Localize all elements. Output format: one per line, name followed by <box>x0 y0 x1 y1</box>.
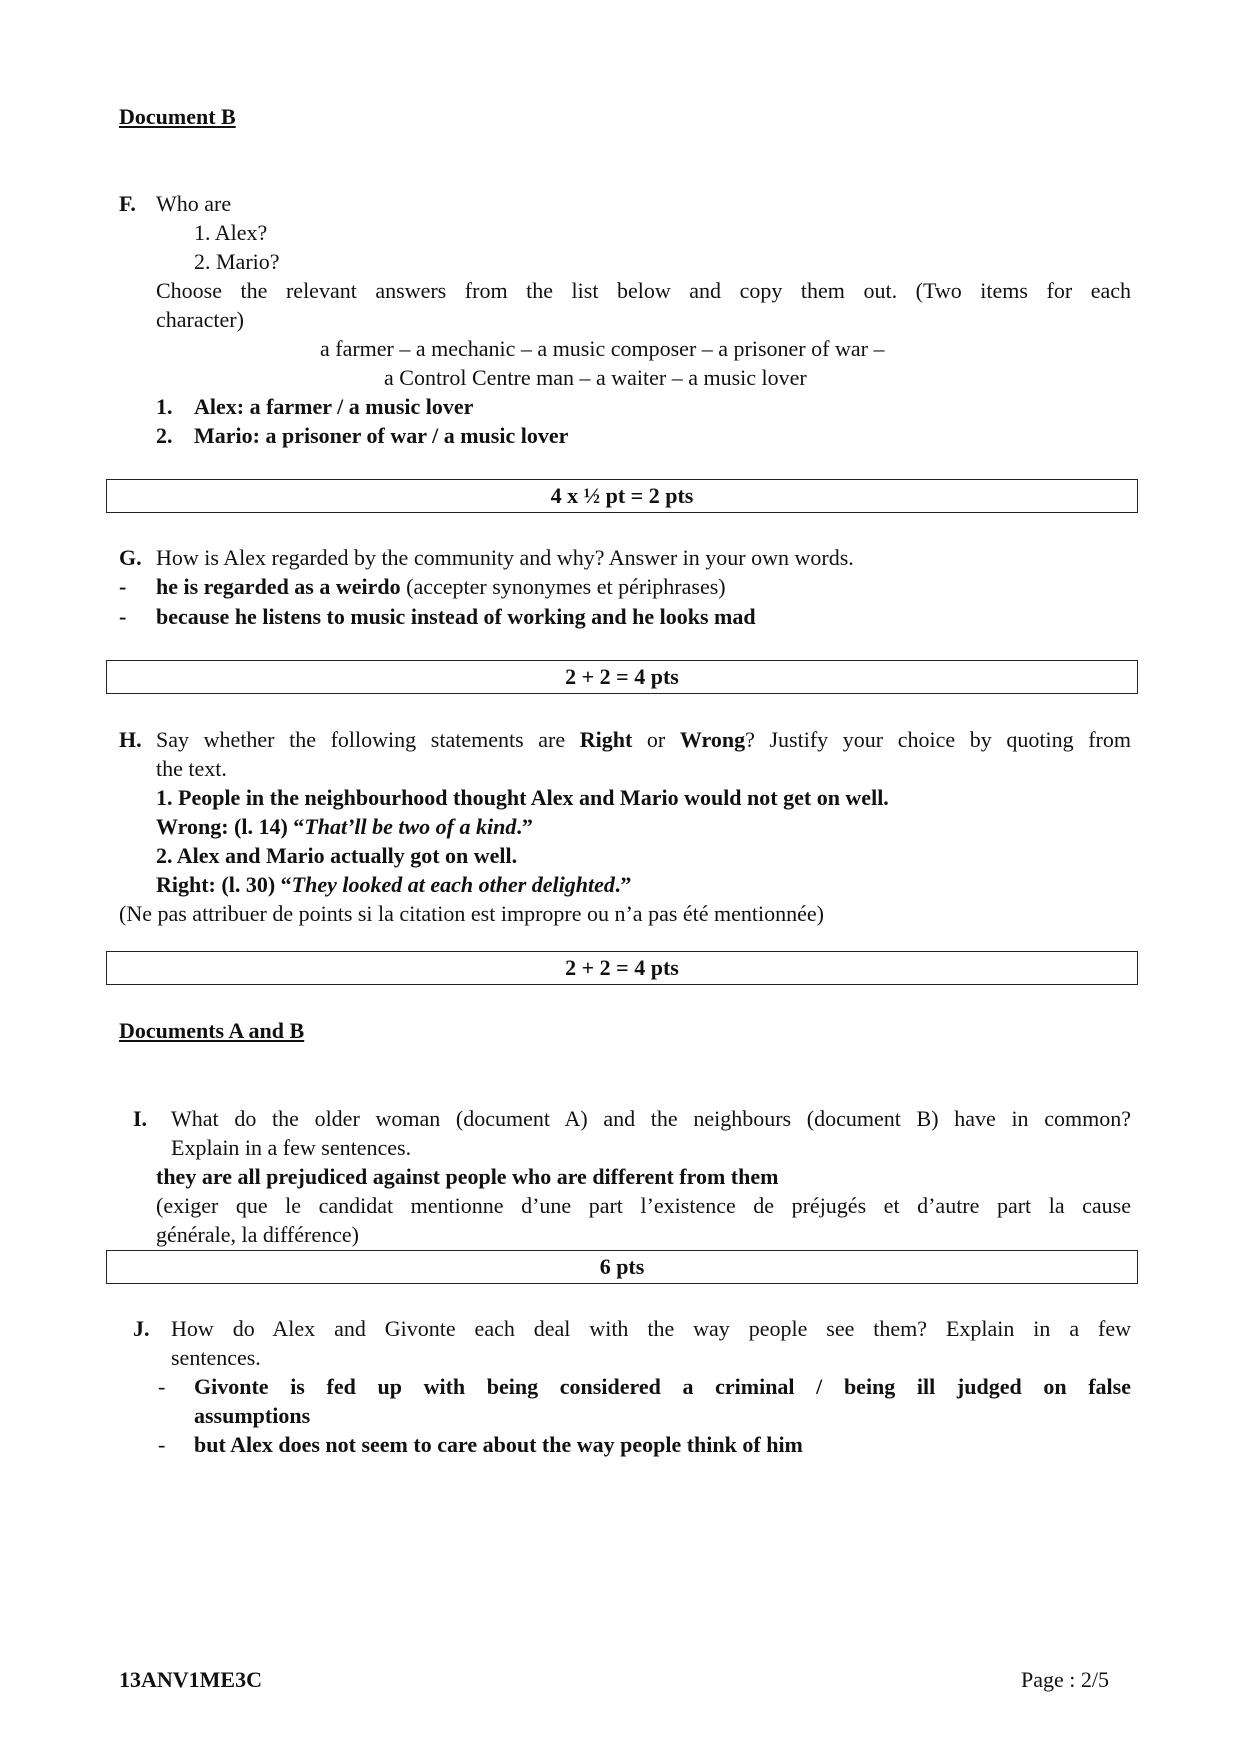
question-f-item-2: 2. Mario? <box>194 249 280 274</box>
question-f-answer-1-number: 1. <box>156 394 173 419</box>
question-h-prompt-line-2: the text. <box>156 756 227 781</box>
question-i-note-line-2: générale, la différence) <box>156 1222 359 1247</box>
question-h-or: or <box>632 727 680 752</box>
question-h-right-word: Right <box>579 727 633 752</box>
question-i-letter: I. <box>133 1106 148 1131</box>
question-f-word-list-line-2: a Control Centre man – a waiter – a music lover <box>384 365 807 390</box>
question-h-answer-1 <box>156 816 533 838</box>
question-h-statement-2: 2. Alex and Mario actually got on well. <box>156 843 518 868</box>
question-f-word-list-line-1: a farmer – a mechanic – a music composer – a prisoner of war – <box>320 336 885 361</box>
question-f-prompt: Who are <box>156 191 232 216</box>
question-h-answer-1-quote: That’ll be two of a kind <box>304 814 517 839</box>
question-j-answer-2: but Alex does not seem to care about the way people think of him <box>194 1432 803 1457</box>
question-f-answer-2-number: 2. <box>156 423 173 448</box>
question-f-letter: F. <box>119 191 136 216</box>
question-h-answer-2-quote: They looked at each other delighted <box>291 872 615 897</box>
question-f-instruction-line-2: character) <box>156 307 244 332</box>
question-g-letter: G. <box>119 545 142 570</box>
question-f-points-box: 4 x ½ pt = 2 pts <box>106 479 1138 513</box>
question-f-answer-2: Mario: a prisoner of war / a music lover <box>194 423 569 448</box>
question-h-wrong-word: Wrong <box>679 727 746 752</box>
question-g-prompt: How is Alex regarded by the community and why? Answer in your own words. <box>156 545 854 570</box>
question-g-bullet-2: - <box>119 604 127 629</box>
footer-exam-code: 13ANV1ME3C <box>119 1667 262 1692</box>
question-i-prompt-line-2: Explain in a few sentences. <box>171 1135 412 1160</box>
question-g-answer-1-main: he is regarded as a weirdo <box>156 574 401 599</box>
question-j-dash-1: - <box>158 1374 166 1399</box>
question-h-letter: H. <box>119 727 142 752</box>
question-f-answer-1: Alex: a farmer / a music lover <box>194 394 474 419</box>
question-f-instruction-line-1: Choose the relevant answers from the list below and copy them out. (Two items for each <box>156 278 1131 303</box>
question-g-answer-1 <box>156 576 726 598</box>
question-h-prompt-end: ? Justify your choice by quoting from <box>745 727 1131 752</box>
question-g-points-box: 2 + 2 = 4 pts <box>106 660 1138 694</box>
question-h-marking-note: (Ne pas attribuer de points si la citation est impropre ou n’a pas été mentionnée) <box>119 901 824 926</box>
question-h-prompt <box>156 729 1131 751</box>
question-i-points-box: 6 pts <box>106 1250 1138 1284</box>
question-h-statement-1: 1. People in the neighbourhood thought Alex and Mario would not get on well. <box>156 785 889 810</box>
footer-page-number: Page : 2/5 <box>1021 1667 1109 1692</box>
question-g-bullet-1: - <box>119 574 127 599</box>
question-f-item-1: 1. Alex? <box>194 220 268 245</box>
question-j-prompt-line-1: How do Alex and Givonte each deal with the way people see them? Explain in a few <box>171 1316 1131 1341</box>
question-h-answer-2-suffix: .” <box>614 872 632 897</box>
question-h-answer-2-prefix: Right: (l. 30) “ <box>156 872 292 897</box>
question-g-answer-1-note: (accepter synonymes et périphrases) <box>400 574 726 599</box>
question-j-dash-2: - <box>158 1432 166 1457</box>
question-j-letter: J. <box>133 1316 150 1341</box>
question-h-points-box: 2 + 2 = 4 pts <box>106 951 1138 985</box>
question-i-answer: they are all prejudiced against people who are different from them <box>156 1164 779 1189</box>
question-j-answer-1-line-2: assumptions <box>194 1403 311 1428</box>
question-g-answer-2: because he listens to music instead of working and he looks mad <box>156 604 756 629</box>
question-h-answer-1-suffix: .” <box>516 814 533 839</box>
section-title-document-b: Document B <box>119 104 236 129</box>
question-h-answer-1-prefix: Wrong: (l. 14) “ <box>156 814 305 839</box>
section-title-documents-a-and-b: Documents A and B <box>119 1018 305 1043</box>
question-h-answer-2 <box>156 874 631 896</box>
question-h-prompt-start: Say whether the following statements are <box>156 727 580 752</box>
question-i-prompt-line-1: What do the older woman (document A) and the neighbours (document B) have in common? <box>171 1106 1131 1131</box>
question-j-answer-1-line-1: Givonte is fed up with being considered a criminal / being ill judged on false <box>194 1374 1131 1399</box>
question-i-note-line-1: (exiger que le candidat mentionne d’une part l’existence de préjugés et d’autre part la cause <box>156 1193 1131 1218</box>
question-j-prompt-line-2: sentences. <box>171 1345 261 1370</box>
